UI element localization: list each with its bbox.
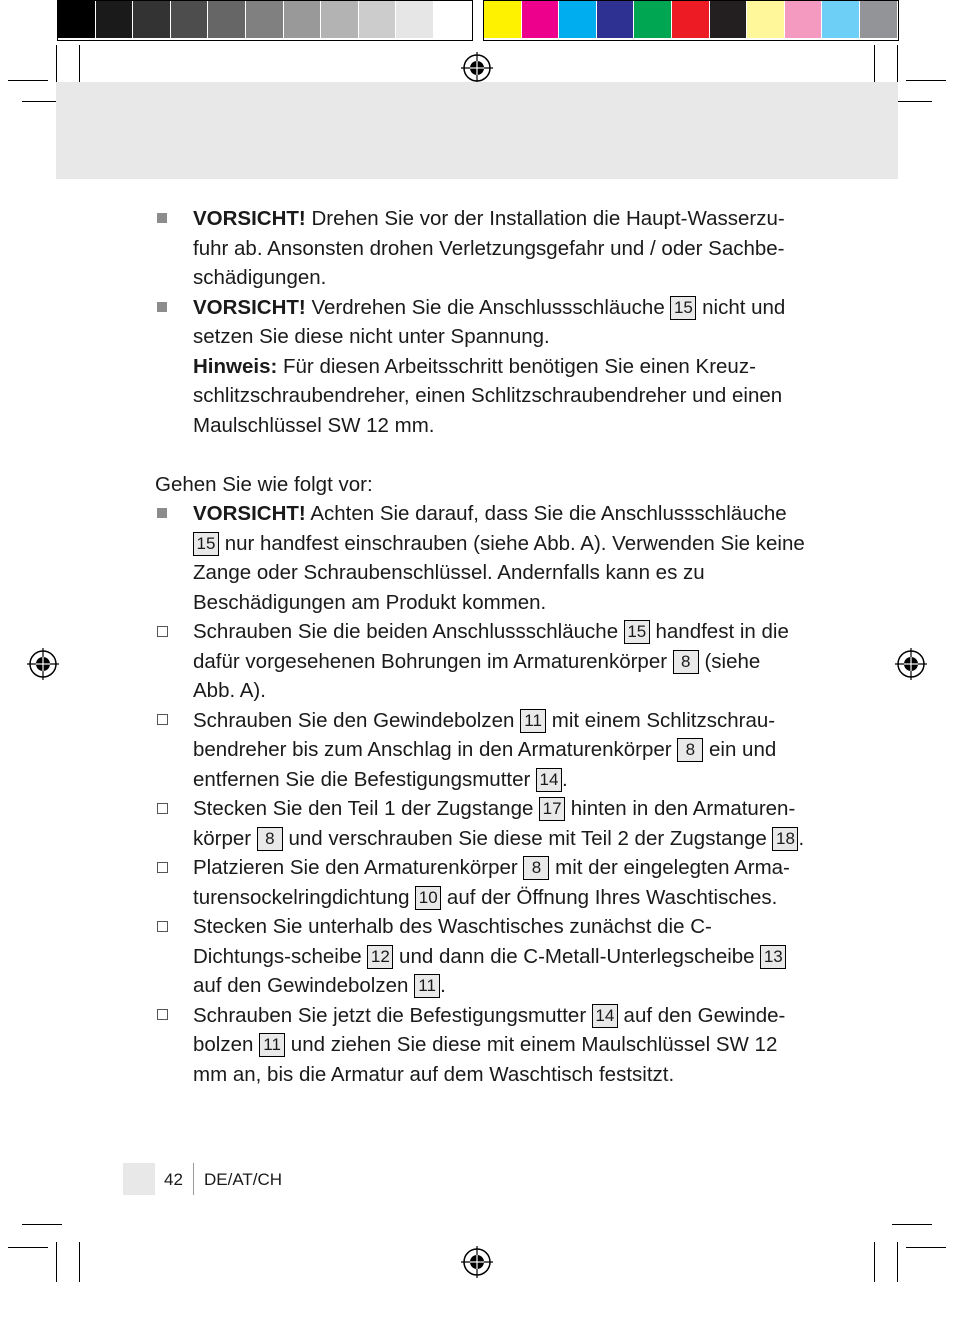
checkbox-bullet-icon <box>155 706 169 736</box>
step-text: und ziehen Sie diese mit einem Maulschlüssel SW 12 mm an, bis die Armatur auf dem Waschtisch festsitzt. <box>193 1033 778 1086</box>
part-reference: 15 <box>193 532 219 556</box>
step-text: auf der Öffnung Ihres Waschtisches. <box>441 885 778 909</box>
crop-mark <box>8 80 48 81</box>
step-text: (siehe Abb. A). <box>193 649 761 702</box>
warning-label: VORSICHT! <box>193 207 306 230</box>
warning-item <box>155 293 805 441</box>
crop-mark <box>874 45 875 85</box>
step-text: auf den Gewindebolzen <box>193 974 415 997</box>
part-reference: 11 <box>414 974 440 998</box>
warning-label: VORSICHT! <box>193 502 306 525</box>
color-swatch <box>208 1 246 38</box>
step-text: Stecken Sie den Teil 1 der Zugstange <box>193 797 540 820</box>
step-text: handfest in die dafür vorgesehenen Bohrungen im Armaturenkörper <box>193 620 789 673</box>
page-number: 42 <box>164 1170 183 1189</box>
warning-item <box>155 204 805 293</box>
color-swatch <box>96 1 134 38</box>
crop-mark <box>22 1224 62 1225</box>
step-item <box>155 706 805 795</box>
warning-text: nur handfest einschrauben (siehe Abb. A). Verwenden Sie keine Zange oder Schraubenschlüssel. Andernfalls kann es zu Beschädigungen am Produkt kommen. <box>193 531 805 614</box>
part-reference: 13 <box>760 945 786 969</box>
color-swatch <box>246 1 284 38</box>
part-reference: 8 <box>677 738 703 762</box>
color-swatch <box>860 1 898 38</box>
crop-mark <box>892 101 932 102</box>
step-item <box>155 1001 805 1090</box>
part-reference: 8 <box>673 650 699 674</box>
step-text: mit einem Schlitzschrau-bendreher bis zum Anschlag in den Armaturenkörper <box>193 708 776 761</box>
color-swatch <box>58 1 96 38</box>
step-text: ein und entfernen Sie die Befestigungsmutter <box>193 738 777 791</box>
color-swatch <box>672 1 710 38</box>
color-swatch <box>321 1 359 38</box>
crop-mark <box>79 45 80 85</box>
crop-mark <box>897 1242 898 1282</box>
warning-label: VORSICHT! <box>193 295 306 319</box>
step-text: und verschrauben Sie diese mit Teil 2 der Zugstange <box>282 826 773 850</box>
warning-text: Achten Sie darauf, dass Sie die Anschlussschläuche <box>305 502 787 525</box>
warning-item <box>155 499 805 617</box>
color-swatch <box>396 1 434 38</box>
part-reference: 12 <box>367 945 393 969</box>
color-swatch <box>559 1 597 38</box>
square-bullet-icon <box>155 204 169 234</box>
color-swatch <box>710 1 748 38</box>
intro-text: Gehen Sie wie folgt vor: <box>155 472 373 496</box>
step-text: Stecken Sie unterhalb des Waschtisches zunächst die C-Dichtungs-scheibe <box>193 915 712 968</box>
step-text: hinten in den Armaturen-körper <box>193 797 796 850</box>
color-swatch <box>747 1 785 38</box>
step-text: Platzieren Sie den Armaturenkörper <box>193 856 524 879</box>
step-text: . <box>798 826 805 850</box>
part-reference: 8 <box>257 827 283 851</box>
step-text: und dann die C-Metall-Unterlegscheibe <box>393 944 761 968</box>
registration-mark-icon <box>27 648 59 680</box>
crop-mark <box>56 1242 57 1282</box>
color-swatch <box>284 1 322 38</box>
step-text: Schrauben Sie die beiden Anschlussschläuche <box>193 620 624 643</box>
part-reference: 10 <box>415 886 441 910</box>
color-swatch <box>822 1 860 38</box>
crop-mark <box>874 1242 875 1282</box>
step-text: . <box>440 974 446 997</box>
step-text: . <box>562 767 568 791</box>
note-label: Hinweis: <box>193 354 278 378</box>
registration-mark-icon <box>461 1246 493 1278</box>
color-swatch <box>785 1 823 38</box>
step-item <box>155 617 805 706</box>
warning-text: Verdrehen Sie die Anschlussschläuche <box>305 295 671 319</box>
registration-mark-icon <box>461 52 493 84</box>
part-reference: 11 <box>520 709 546 733</box>
checkbox-bullet-icon <box>155 794 169 824</box>
footer-divider <box>193 1163 194 1195</box>
square-bullet-icon <box>155 499 169 529</box>
crop-mark <box>79 1242 80 1282</box>
crop-mark <box>56 45 57 85</box>
warning-text: Drehen Sie vor der Installation die Haupt-Wasserzu-fuhr ab. Ansonsten drohen Verletzungsgefahr und / oder Sachbe-schädigungen. <box>193 207 785 289</box>
step-text: mit der eingelegten Arma-turensockelringdichtung <box>193 856 790 909</box>
color-swatch <box>484 1 522 38</box>
checkbox-bullet-icon <box>155 853 169 883</box>
note-text: Für diesen Arbeitsschritt benötigen Sie einen Kreuz-schlitzschraubendreher, einen Schlitzschraubendreher und einen Maulschlüssel SW 12 mm. <box>193 354 783 437</box>
part-reference: 18 <box>772 827 798 851</box>
color-swatch <box>133 1 171 38</box>
header-band <box>56 82 898 179</box>
step-item <box>155 912 805 1001</box>
color-swatch <box>359 1 397 38</box>
step-text: auf den Gewinde-bolzen <box>193 1003 786 1056</box>
crop-mark <box>892 1224 932 1225</box>
registration-mark-icon <box>895 648 927 680</box>
grayscale-color-bar <box>57 0 473 41</box>
part-reference: 15 <box>670 296 696 320</box>
square-bullet-icon <box>155 293 169 323</box>
checkbox-bullet-icon <box>155 1001 169 1031</box>
checkbox-bullet-icon <box>155 617 169 647</box>
crop-mark <box>8 1247 48 1248</box>
step-item <box>155 853 805 912</box>
part-reference: 15 <box>624 620 650 644</box>
color-swatch <box>634 1 672 38</box>
crop-mark <box>897 45 898 85</box>
step-text: Schrauben Sie jetzt die Befestigungsmutter <box>193 1003 592 1027</box>
language-label: DE/AT/CH <box>204 1170 283 1189</box>
part-reference: 11 <box>259 1033 285 1057</box>
process-color-bar <box>483 0 899 41</box>
instructions-body <box>155 204 805 1089</box>
footer-tab <box>123 1163 155 1195</box>
step-text: Schrauben Sie den Gewindebolzen <box>193 708 521 732</box>
color-swatch <box>171 1 209 38</box>
crop-mark <box>906 1247 946 1248</box>
part-reference: 14 <box>592 1004 618 1028</box>
part-reference: 8 <box>523 856 549 880</box>
crop-mark <box>906 80 946 81</box>
checkbox-bullet-icon <box>155 912 169 942</box>
color-swatch <box>522 1 560 38</box>
color-swatch <box>597 1 635 38</box>
step-item <box>155 794 805 853</box>
warning-text: nicht und setzen Sie diese nicht unter Spannung. <box>193 295 786 348</box>
color-swatch <box>434 1 472 38</box>
part-reference: 17 <box>539 797 565 821</box>
part-reference: 14 <box>536 768 562 792</box>
